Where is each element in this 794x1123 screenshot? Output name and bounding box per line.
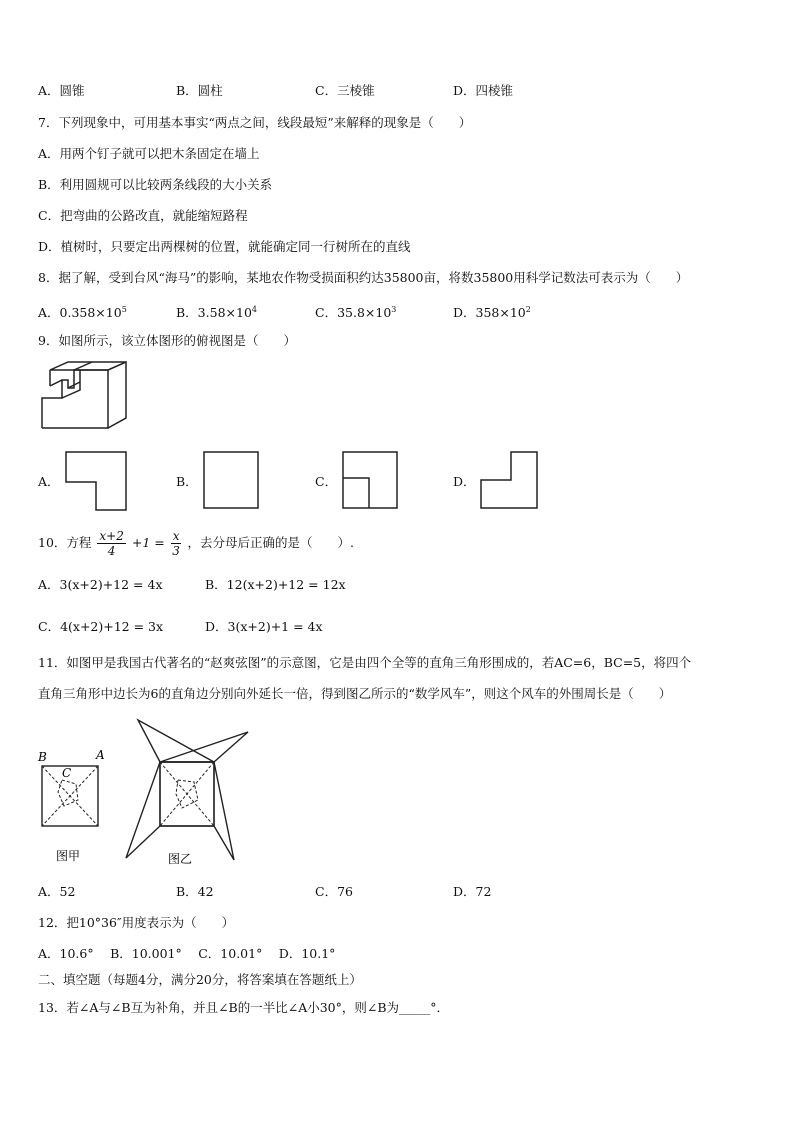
q9-solid-figure — [40, 362, 130, 432]
q9-label-b: B． — [176, 474, 198, 489]
q11-option-a: A．52 — [38, 884, 76, 899]
q9-option-a-figure — [66, 452, 128, 512]
q11-stem-line1: 11．如图甲是我国古代著名的“赵爽弦图”的示意图，它是由四个全等的直角三角形围成的，若AC=6，BC=5，将四个 — [38, 655, 692, 670]
q7-option-b: B．利用圆规可以比较两条线段的大小关系 — [38, 177, 273, 192]
q6-option-c: C．三棱锥 — [315, 83, 375, 98]
q7-option-d: D．植树时，只要定出两棵树的位置，就能确定同一行树所在的直线 — [38, 239, 411, 254]
q11-stem-line2: 直角三角形中边长为6的直角边分别向外延长一倍，得到图乙所示的“数学风车”，则这个风车的外围周长是（ ） — [38, 686, 672, 701]
q13-stem: 13．若∠A与∠B互为补角，并且∠B的一半比∠A小30°，则∠B为_____°． — [38, 1000, 450, 1015]
q9-stem: 9．如图所示，该立体图形的俯视图是（ ） — [38, 333, 296, 348]
svg-text:A: A — [96, 748, 105, 762]
q10-stem: 10．方程 $\frac{x+2}{4}$ +1 = $\frac{x}{3}$ ，去分母后正确的是（ ）. — [38, 529, 354, 558]
q8-option-c: C．$35.8\times 10^3$ — [315, 305, 397, 321]
q9-option-d-figure — [481, 452, 543, 512]
q12-options: A．10.6° B．10.001° C．10.01° D．10.1° — [38, 946, 336, 961]
q7-option-a: A．用两个钉子就可以把木条固定在墙上 — [38, 146, 260, 161]
q10-fraction-2: $\frac{x}{3}$ — [172, 529, 180, 558]
q10-option-d: D．3(x+2)+1 = 4x — [205, 619, 323, 634]
svg-text:图甲: 图甲 — [56, 849, 81, 863]
q11-option-c: C．76 — [315, 884, 353, 899]
svg-text:C: C — [62, 766, 72, 780]
q7-option-c: C．把弯曲的公路改直，就能缩短路程 — [38, 208, 248, 223]
svg-text:B: B — [38, 750, 47, 764]
q10-fraction-1: $\frac{x+2}{4}$ — [99, 529, 124, 558]
q11-figure-yi — [118, 720, 258, 870]
section-2-heading: 二、填空题（每题4分，满分20分，将答案填在答题纸上） — [38, 972, 362, 987]
q11-figure-jia — [36, 748, 116, 868]
q7-stem: 7．下列现象中，可用基本事实“两点之间，线段最短”来解释的现象是（ ） — [38, 115, 472, 130]
q6-option-b: B．圆柱 — [176, 83, 223, 98]
q9-label-c: C． — [315, 474, 338, 489]
q8-stem: 8．据了解，受到台风“海马”的影响，某地农作物受损面积约达35800亩，将数35800用科学记数法可表示为（ ） — [38, 270, 689, 285]
q9-option-b-figure — [204, 452, 260, 512]
q9-label-d: D． — [453, 474, 476, 489]
q8-option-a: A．$0.358\times 10^5$ — [38, 305, 127, 321]
q10-option-c: C．4(x+2)+12 = 3x — [38, 619, 164, 634]
q12-stem: 12．把10°36″用度表示为（ ） — [38, 915, 235, 930]
q9-option-c-figure — [343, 452, 399, 512]
svg-text:图乙: 图乙 — [168, 852, 193, 866]
q8-option-b: B．$3.58\times 10^4$ — [176, 305, 257, 321]
q11-option-d: D．72 — [453, 884, 492, 899]
q6-option-a: A．圆锥 — [38, 83, 85, 98]
q10-option-a: A．3(x+2)+12 = 4x — [38, 577, 163, 592]
q11-option-b: B．42 — [176, 884, 214, 899]
q8-option-d: D．$358\times 10^2$ — [453, 305, 531, 321]
q9-label-a: A． — [38, 474, 60, 489]
q6-option-d: D．四棱锥 — [453, 83, 514, 98]
q10-option-b: B．12(x+2)+12 = 12x — [205, 577, 346, 592]
